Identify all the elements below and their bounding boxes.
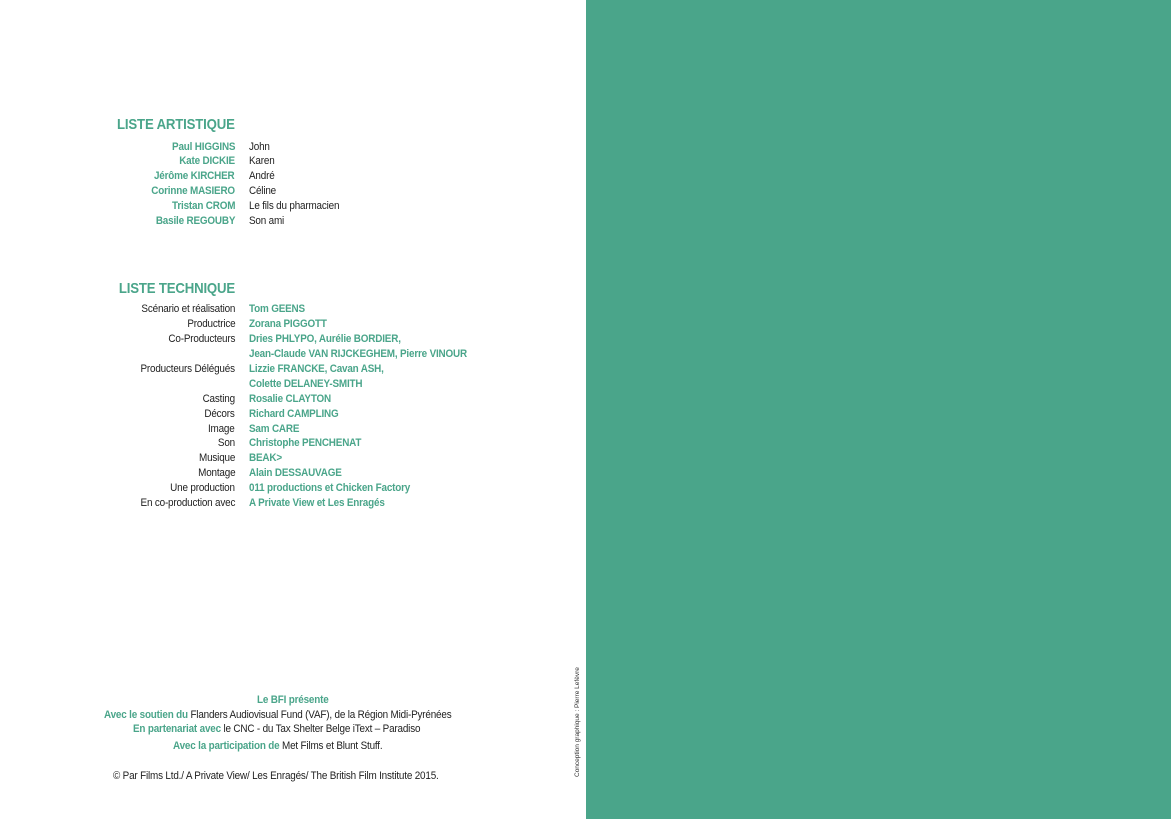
crew-name: Jean-Claude VAN RIJCKEGHEM, Pierre VINOUR <box>249 348 467 360</box>
technical-row <box>0 393 586 408</box>
copyright-text: © Par Films Ltd./ A Private View/ Les Enragés/ The British Film Institute 2015. <box>113 770 439 782</box>
crew-role: Casting <box>202 393 235 405</box>
actor-name: Kate DICKIE <box>179 155 235 167</box>
crew-name: Alain DESSAUVAGE <box>249 467 342 479</box>
crew-role: Image <box>208 423 235 435</box>
artistic-row <box>0 155 586 170</box>
participation-text: Met Films et Blunt Stuff. <box>282 740 383 752</box>
artistic-row <box>0 170 586 185</box>
crew-role: Musique <box>198 452 235 464</box>
design-credit: Conception graphique : Pierre Lefèvre <box>574 667 581 777</box>
technical-row <box>0 378 586 393</box>
crew-name: Christophe PENCHENAT <box>249 437 362 449</box>
technical-list-title: LISTE TECHNIQUE <box>118 280 235 297</box>
character-name: John <box>249 141 270 153</box>
presents-line <box>0 694 586 706</box>
crew-name: Sam CARE <box>249 423 300 435</box>
technical-row <box>0 482 586 497</box>
technical-row <box>0 363 586 378</box>
actor-name: Jérôme KIRCHER <box>154 170 235 182</box>
crew-role: Co-Producteurs <box>168 333 235 345</box>
artistic-row <box>0 215 586 230</box>
character-name: Son ami <box>249 215 285 227</box>
crew-role: En co-production avec <box>140 497 235 509</box>
support-text: Flanders Audiovisual Fund (VAF), de la Région Midi-Pyrénées <box>190 709 452 721</box>
crew-name: Colette DELANEY-SMITH <box>249 378 363 390</box>
character-name: Le fils du pharmacien <box>249 200 340 212</box>
support-label: Avec le soutien du <box>104 709 188 721</box>
crew-name: Zorana PIGGOTT <box>249 318 327 330</box>
character-name: Karen <box>249 155 275 167</box>
crew-name: Richard CAMPLING <box>249 408 339 420</box>
partnership-label: En partenariat avec <box>133 723 221 735</box>
crew-name: A Private View et Les Enragés <box>249 497 385 509</box>
technical-row <box>0 467 586 482</box>
crew-role: Productrice <box>186 318 235 330</box>
participation-label: Avec la participation de <box>173 740 280 752</box>
technical-row <box>0 303 586 318</box>
character-name: Céline <box>249 185 276 197</box>
actor-name: Tristan CROM <box>171 200 235 212</box>
crew-name: BEAK> <box>249 452 282 464</box>
technical-row <box>0 408 586 423</box>
character-name: André <box>249 170 275 182</box>
technical-row <box>0 437 586 452</box>
presents-text: Le BFI présente <box>257 694 329 706</box>
crew-role: Une production <box>170 482 235 494</box>
right-page-green-panel <box>586 0 1171 819</box>
crew-name: Tom GEENS <box>249 303 305 315</box>
artistic-row <box>0 200 586 215</box>
technical-row <box>0 318 586 333</box>
crew-role: Montage <box>197 467 235 479</box>
technical-row <box>0 452 586 467</box>
crew-role: Décors <box>204 408 235 420</box>
crew-name: Lizzie FRANCKE, Cavan ASH, <box>249 363 384 375</box>
crew-role: Son <box>217 437 235 449</box>
technical-row <box>0 348 586 363</box>
artistic-row <box>0 141 586 156</box>
technical-row <box>0 497 586 512</box>
technical-row <box>0 423 586 438</box>
actor-name: Paul HIGGINS <box>171 141 235 153</box>
crew-name: 011 productions et Chicken Factory <box>249 482 411 494</box>
crew-role: Scénario et réalisation <box>141 303 235 315</box>
crew-name: Dries PHLYPO, Aurélie BORDIER, <box>249 333 401 345</box>
artistic-row <box>0 185 586 200</box>
partnership-text: le CNC - du Tax Shelter Belge iText – Paradiso <box>223 723 421 735</box>
actor-name: Corinne MASIERO <box>151 185 235 197</box>
crew-name: Rosalie CLAYTON <box>249 393 332 405</box>
crew-role: Producteurs Délégués <box>140 363 235 375</box>
artistic-list-title: LISTE ARTISTIQUE <box>117 116 235 133</box>
actor-name: Basile REGOUBY <box>155 215 235 227</box>
technical-row <box>0 333 586 348</box>
